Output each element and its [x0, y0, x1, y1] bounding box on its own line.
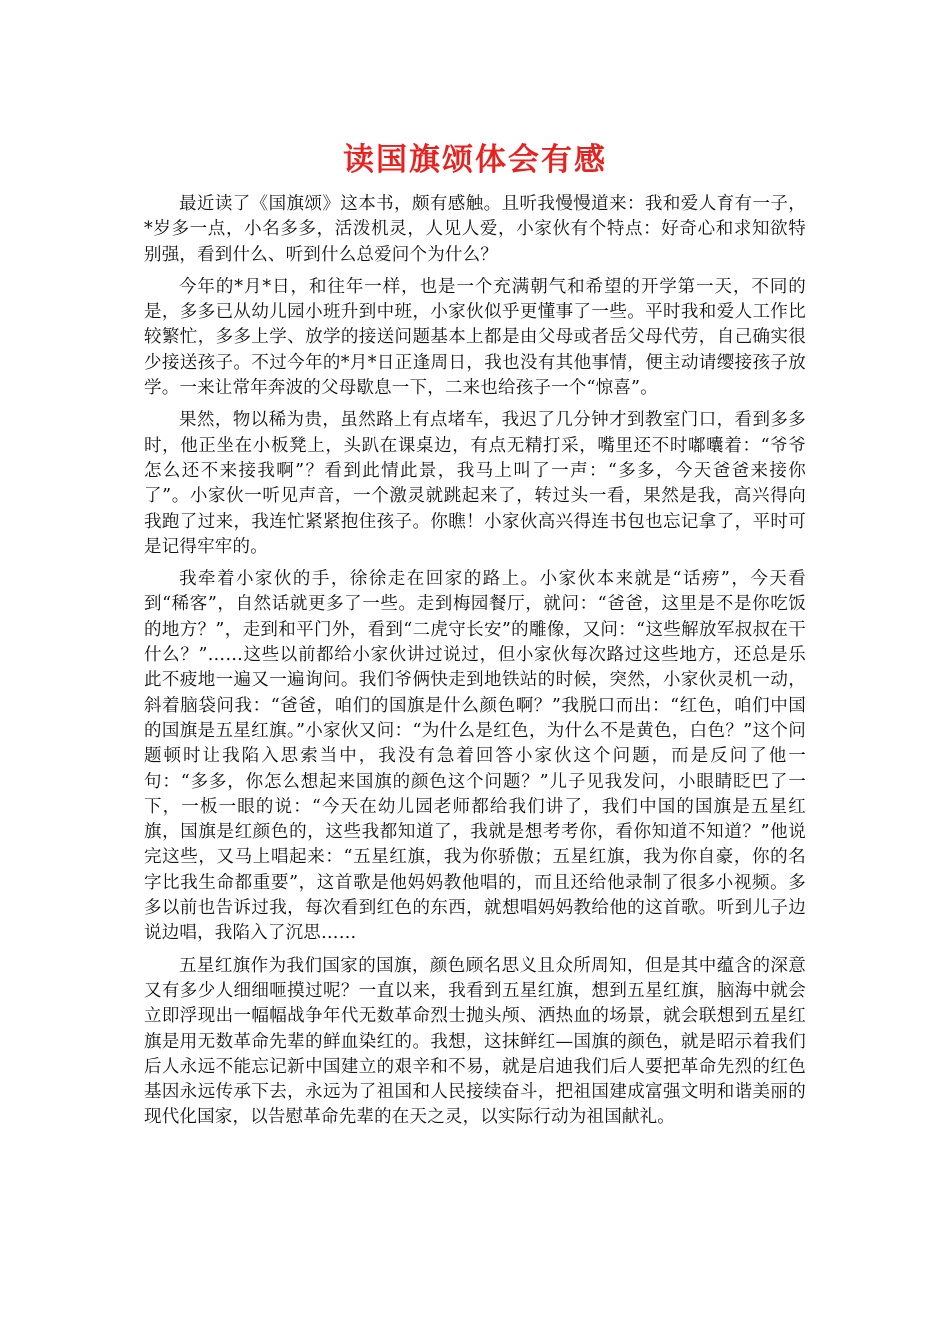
document-title: 读国旗颂体会有感	[343, 142, 607, 178]
paragraph-4: 我牵着小家伙的手，徐徐走在回家的路上。小家伙本来就是“话痨”，今天看到“稀客”，自然话就更多了一些。走到梅园餐厅，就问：“爸爸，这里是不是你吃饭的地方？”，走到和平门外，看到“二虎守长安”的雕像，又问：“这些解放军叔叔在干什么？”……这些以前都给小家伙讲过说过，但小家伙每次路过这些地方，还总是乐此不疲地一遍又一遍询问。我们爷俩快走到地铁站的时候，突然，小家伙灵机一动，斜着脑袋问我：“爸爸，咱们的国旗是什么颜色啊？”我脱口而出：“红色，咱们中国的国旗是五星红旗。”小家伙又问：“为什么是红色，为什么不是黄色，白色？”这个问题顿时让我陷入思索当中，我没有急着回答小家伙这个问题，而是反问了他一句：“多多，你怎么想起来国旗的颜色这个问题？”儿子见我发问，小眼睛眨巴了一下，一板一眼的说：“今天在幼儿园老师都给我们讲了，我们中国的国旗是五星红旗，国旗是红颜色的，这些我都知道了，我就是想考考你，看你知道不知道？”他说完这些，又马上唱起来：“五星红旗，我为你骄傲；五星红旗，我为你自豪，你的名字比我生命都重要”，这首歌是他妈妈教他唱的，而且还给他录制了很多小视频。多多以前也告诉过我，每次看到红色的东西，就想唱妈妈教给他的这首歌。听到儿子边说边唱，我陷入了沉思……	[144, 569, 806, 944]
paragraph-1: 最近读了《国旗颂》这本书，颇有感触。且听我慢慢道来：我和爱人育有一子，*岁多一点，小名多多，活泼机灵，人见人爱，小家伙有个特点：好奇心和求知欲特别强，看到什么、听到什么总爱问个为什么？	[144, 194, 806, 265]
paragraph-2: 今年的*月*日，和往年一样，也是一个充满朝气和希望的开学第一天，不同的是，多多已从幼儿园小班升到中班，小家伙似乎更懂事了一些。平时我和爱人工作比较繁忙，多多上学、放学的接送问题基本上都是由父母或者岳父母代劳，自己确实很少接送孩子。不过今年的*月*日正逢周日，我也没有其他事情，便主动请缨接孩子放学。一来让常年奔波的父母歇息一下，二来也给孩子一个“惊喜”。	[144, 276, 806, 399]
paragraph-5: 五星红旗作为我们国家的国旗，颜色顾名思义且众所周知，但是其中蕴含的深意又有多少人细细咂摸过呢？一直以来，我看到五星红旗，想到五星红旗，脑海中就会立即浮现出一幅幅战争年代无数革命烈士抛头颅、洒热血的场景，就会联想到五星红旗是用无数革命先辈的鲜血染红的。我想，这抹鲜红—国旗的颜色，就是昭示着我们后人永远不能忘记新中国建立的艰辛和不易，就是启迪我们后人要把革命先烈的红色基因永远传承下去，永远为了祖国和人民接续奋斗，把祖国建成富强文明和谐美丽的现代化国家，以告慰革命先辈的在天之灵，以实际行动为祖国献礼。	[144, 955, 806, 1128]
document-body	[144, 192, 806, 1138]
paragraph-3: 果然，物以稀为贵，虽然路上有点堵车，我迟了几分钟才到教室门口，看到多多时，他正坐在小板凳上，头趴在课桌边，有点无精打采，嘴里还不时嘟囔着：“爷爷怎么还不来接我啊”？看到此情此景，我马上叫了一声：“多多，今天爸爸来接你了”。小家伙一听见声音，一个激灵就跳起来了，转过头一看，果然是我，高兴得向我跑了过来，我连忙紧紧抱住孩子。你瞧！小家伙高兴得连书包也忘记拿了，平时可是记得牢牢的。	[144, 410, 806, 557]
